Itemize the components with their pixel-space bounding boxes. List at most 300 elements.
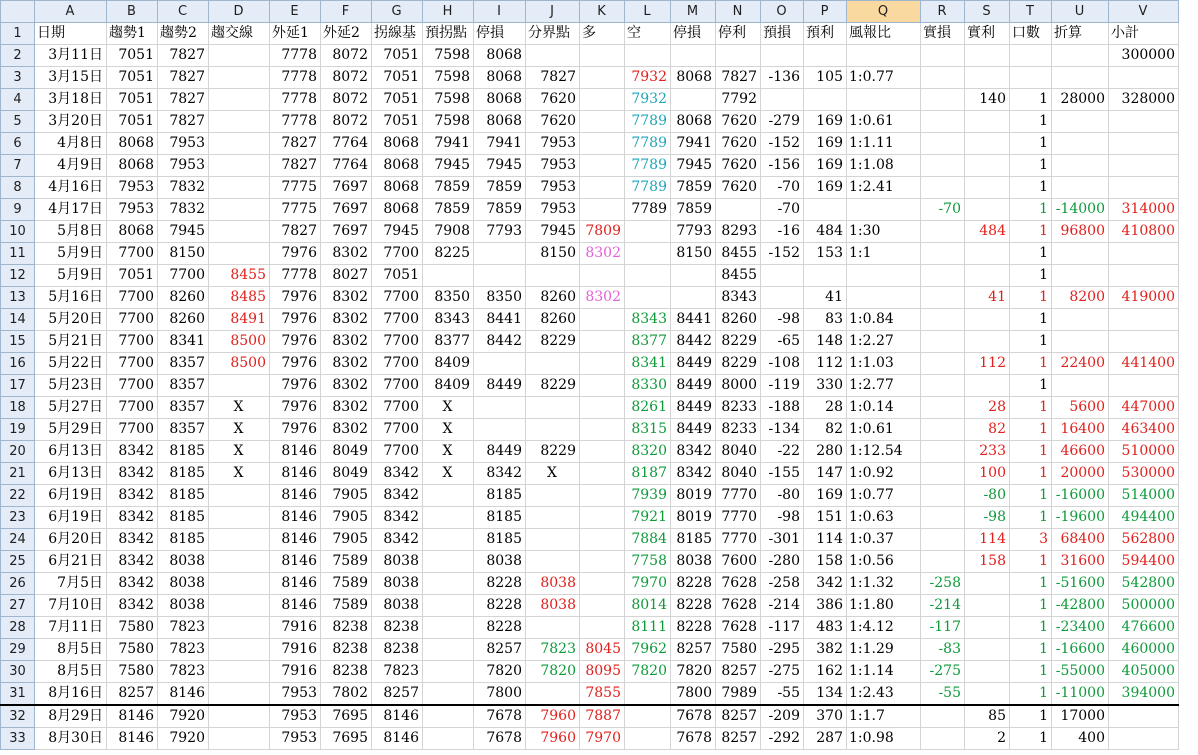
cell[interactable]: 7976 xyxy=(270,331,321,353)
cell[interactable]: 8302 xyxy=(321,353,372,375)
cell[interactable]: 7792 xyxy=(716,89,761,111)
cell[interactable]: 8095 xyxy=(580,661,625,683)
cell[interactable]: 1 xyxy=(1010,353,1052,375)
cell[interactable]: 8185 xyxy=(474,507,526,529)
cell[interactable]: 447000 xyxy=(1109,397,1179,419)
header-cell[interactable]: 停損 xyxy=(671,23,716,45)
row-header[interactable]: 23 xyxy=(1,507,35,529)
cell[interactable]: -14000 xyxy=(1052,199,1109,221)
cell[interactable]: 5月8日 xyxy=(35,221,107,243)
cell[interactable]: -98 xyxy=(965,507,1010,529)
cell[interactable] xyxy=(1109,243,1179,265)
cell[interactable]: 82 xyxy=(965,419,1010,441)
row-header[interactable]: 33 xyxy=(1,728,35,750)
cell[interactable]: 1 xyxy=(1010,133,1052,155)
cell[interactable]: 8350 xyxy=(423,287,474,309)
cell[interactable]: 7月11日 xyxy=(35,617,107,639)
cell[interactable]: 1:0.63 xyxy=(847,507,921,529)
header-cell[interactable]: 趨勢2 xyxy=(158,23,209,45)
cell[interactable] xyxy=(1052,45,1109,67)
cell[interactable]: 233 xyxy=(965,441,1010,463)
cell[interactable]: 8068 xyxy=(107,155,158,177)
cell[interactable]: 8342 xyxy=(107,595,158,617)
cell[interactable] xyxy=(965,617,1010,639)
cell[interactable] xyxy=(671,89,716,111)
cell[interactable]: 7700 xyxy=(107,309,158,331)
cell[interactable]: 8045 xyxy=(580,639,625,661)
cell[interactable] xyxy=(1010,45,1052,67)
cell[interactable] xyxy=(847,265,921,287)
cell[interactable]: 1:1.32 xyxy=(847,573,921,595)
cell[interactable]: 7628 xyxy=(716,573,761,595)
cell[interactable] xyxy=(921,507,965,529)
cell[interactable]: 8260 xyxy=(158,287,209,309)
cell[interactable]: 8330 xyxy=(625,375,671,397)
cell[interactable]: 7953 xyxy=(526,199,580,221)
cell[interactable]: 7764 xyxy=(321,155,372,177)
cell[interactable]: 7700 xyxy=(372,375,423,397)
cell[interactable]: 8228 xyxy=(474,595,526,617)
column-header-s[interactable]: S xyxy=(965,1,1010,23)
cell[interactable]: 7953 xyxy=(158,155,209,177)
cell[interactable]: 1:0.14 xyxy=(847,397,921,419)
cell[interactable]: 484 xyxy=(804,221,847,243)
cell[interactable] xyxy=(1052,331,1109,353)
cell[interactable]: 7827 xyxy=(270,133,321,155)
cell[interactable]: 8238 xyxy=(321,639,372,661)
cell[interactable]: 112 xyxy=(804,353,847,375)
cell[interactable]: 7697 xyxy=(321,199,372,221)
cell[interactable]: -155 xyxy=(761,463,804,485)
cell[interactable] xyxy=(921,419,965,441)
cell[interactable]: 114 xyxy=(965,529,1010,551)
cell[interactable]: 7620 xyxy=(716,111,761,133)
cell[interactable]: 7700 xyxy=(372,287,423,309)
header-cell[interactable]: 實損 xyxy=(921,23,965,45)
cell[interactable]: 8342 xyxy=(372,507,423,529)
cell[interactable]: 7945 xyxy=(671,155,716,177)
cell[interactable] xyxy=(423,683,474,706)
cell[interactable]: 8357 xyxy=(158,353,209,375)
cell[interactable]: 7827 xyxy=(526,67,580,89)
cell[interactable]: 8185 xyxy=(671,529,716,551)
cell[interactable] xyxy=(580,133,625,155)
cell[interactable]: 300000 xyxy=(1109,45,1179,67)
cell[interactable]: 7820 xyxy=(671,661,716,683)
cell[interactable] xyxy=(474,397,526,419)
cell[interactable]: -275 xyxy=(921,661,965,683)
cell[interactable]: 7960 xyxy=(526,705,580,728)
row-header[interactable]: 26 xyxy=(1,573,35,595)
cell[interactable] xyxy=(1109,728,1179,750)
cell[interactable] xyxy=(209,705,270,728)
cell[interactable]: 7859 xyxy=(423,199,474,221)
cell[interactable]: 1:0.98 xyxy=(847,728,921,750)
cell[interactable]: 8068 xyxy=(107,133,158,155)
cell[interactable]: 1 xyxy=(1010,331,1052,353)
cell[interactable]: 169 xyxy=(804,155,847,177)
cell[interactable]: 2 xyxy=(965,728,1010,750)
cell[interactable] xyxy=(761,89,804,111)
cell[interactable]: 8449 xyxy=(671,419,716,441)
cell[interactable]: 8343 xyxy=(625,309,671,331)
cell[interactable] xyxy=(209,45,270,67)
cell[interactable] xyxy=(921,375,965,397)
cell[interactable] xyxy=(965,375,1010,397)
cell[interactable]: 8068 xyxy=(474,111,526,133)
cell[interactable]: 8343 xyxy=(423,309,474,331)
cell[interactable]: 3月20日 xyxy=(35,111,107,133)
cell[interactable] xyxy=(580,353,625,375)
cell[interactable] xyxy=(423,573,474,595)
cell[interactable]: 7700 xyxy=(372,331,423,353)
cell[interactable]: 1:4.12 xyxy=(847,617,921,639)
cell[interactable] xyxy=(921,89,965,111)
cell[interactable]: X xyxy=(423,463,474,485)
cell[interactable]: 7953 xyxy=(158,133,209,155)
cell[interactable] xyxy=(1052,133,1109,155)
row-header[interactable]: 8 xyxy=(1,177,35,199)
cell[interactable]: 83 xyxy=(804,309,847,331)
cell[interactable]: 8185 xyxy=(158,529,209,551)
cell[interactable] xyxy=(965,111,1010,133)
cell[interactable]: 5600 xyxy=(1052,397,1109,419)
cell[interactable]: 8038 xyxy=(158,551,209,573)
cell[interactable]: 17000 xyxy=(1052,705,1109,728)
cell[interactable]: X xyxy=(209,419,270,441)
cell[interactable]: 8185 xyxy=(158,441,209,463)
cell[interactable] xyxy=(209,375,270,397)
cell[interactable] xyxy=(580,89,625,111)
header-cell[interactable]: 分界點 xyxy=(526,23,580,45)
cell[interactable] xyxy=(209,728,270,750)
row-header[interactable]: 9 xyxy=(1,199,35,221)
cell[interactable]: 8019 xyxy=(671,507,716,529)
cell[interactable]: 7051 xyxy=(372,89,423,111)
cell[interactable] xyxy=(1052,243,1109,265)
cell[interactable] xyxy=(965,265,1010,287)
cell[interactable]: 3月18日 xyxy=(35,89,107,111)
cell[interactable]: 7580 xyxy=(716,639,761,661)
cell[interactable]: 8260 xyxy=(716,309,761,331)
cell[interactable] xyxy=(1052,265,1109,287)
cell[interactable] xyxy=(209,661,270,683)
cell[interactable]: 7700 xyxy=(372,243,423,265)
cell[interactable]: 8342 xyxy=(372,463,423,485)
cell[interactable]: 1 xyxy=(1010,573,1052,595)
cell[interactable] xyxy=(921,705,965,728)
cell[interactable]: 7970 xyxy=(625,573,671,595)
cell[interactable] xyxy=(965,177,1010,199)
cell[interactable] xyxy=(625,45,671,67)
cell[interactable]: 169 xyxy=(804,177,847,199)
cell[interactable]: 68400 xyxy=(1052,529,1109,551)
cell[interactable]: 8040 xyxy=(716,441,761,463)
cell[interactable] xyxy=(474,353,526,375)
cell[interactable]: 7953 xyxy=(270,705,321,728)
cell[interactable] xyxy=(625,287,671,309)
cell[interactable]: 5月27日 xyxy=(35,397,107,419)
cell[interactable]: 7697 xyxy=(321,221,372,243)
cell[interactable]: 7789 xyxy=(625,111,671,133)
cell[interactable]: 7793 xyxy=(474,221,526,243)
cell[interactable]: 7700 xyxy=(158,265,209,287)
cell[interactable]: -70 xyxy=(761,199,804,221)
cell[interactable] xyxy=(580,45,625,67)
cell[interactable] xyxy=(1052,67,1109,89)
cell[interactable]: 5月20日 xyxy=(35,309,107,331)
cell[interactable]: 1 xyxy=(1010,177,1052,199)
column-header-n[interactable]: N xyxy=(716,1,761,23)
cell[interactable]: 7820 xyxy=(474,661,526,683)
row-header[interactable]: 28 xyxy=(1,617,35,639)
row-header[interactable]: 14 xyxy=(1,309,35,331)
cell[interactable]: 1 xyxy=(1010,639,1052,661)
cell[interactable]: 7932 xyxy=(625,67,671,89)
cell[interactable]: 405000 xyxy=(1109,661,1179,683)
cell[interactable] xyxy=(209,639,270,661)
cell[interactable]: 7916 xyxy=(270,639,321,661)
cell[interactable]: 8038 xyxy=(372,573,423,595)
cell[interactable]: 7775 xyxy=(270,177,321,199)
cell[interactable]: 7620 xyxy=(526,89,580,111)
cell[interactable]: 8377 xyxy=(625,331,671,353)
cell[interactable]: 8302 xyxy=(580,287,625,309)
cell[interactable]: 8072 xyxy=(321,67,372,89)
cell[interactable]: 7678 xyxy=(474,728,526,750)
cell[interactable] xyxy=(580,397,625,419)
cell[interactable]: 8月5日 xyxy=(35,661,107,683)
cell[interactable]: 7941 xyxy=(474,133,526,155)
cell[interactable] xyxy=(209,67,270,89)
cell[interactable]: 7580 xyxy=(107,639,158,661)
row-header[interactable]: 27 xyxy=(1,595,35,617)
column-header-m[interactable]: M xyxy=(671,1,716,23)
cell[interactable] xyxy=(965,67,1010,89)
cell[interactable]: 8491 xyxy=(209,309,270,331)
cell[interactable]: 441400 xyxy=(1109,353,1179,375)
cell[interactable] xyxy=(921,45,965,67)
cell[interactable]: 8455 xyxy=(716,243,761,265)
cell[interactable]: 8146 xyxy=(270,551,321,573)
cell[interactable] xyxy=(921,265,965,287)
cell[interactable] xyxy=(1052,375,1109,397)
cell[interactable] xyxy=(965,309,1010,331)
cell[interactable]: 8341 xyxy=(158,331,209,353)
cell[interactable]: 1:1.11 xyxy=(847,133,921,155)
cell[interactable]: 1 xyxy=(1010,705,1052,728)
header-cell[interactable]: 多 xyxy=(580,23,625,45)
cell[interactable]: 1:1.7 xyxy=(847,705,921,728)
cell[interactable]: 7945 xyxy=(423,155,474,177)
cell[interactable] xyxy=(580,507,625,529)
cell[interactable]: -98 xyxy=(761,309,804,331)
cell[interactable]: 5月29日 xyxy=(35,419,107,441)
cell[interactable]: 1:30 xyxy=(847,221,921,243)
cell[interactable]: 4月17日 xyxy=(35,199,107,221)
cell[interactable]: 7945 xyxy=(474,155,526,177)
cell[interactable]: 7953 xyxy=(270,728,321,750)
cell[interactable]: 8350 xyxy=(474,287,526,309)
cell[interactable]: 7905 xyxy=(321,507,372,529)
cell[interactable]: -55 xyxy=(761,683,804,706)
cell[interactable]: 8228 xyxy=(671,573,716,595)
cell[interactable] xyxy=(965,199,1010,221)
cell[interactable]: 8500 xyxy=(209,353,270,375)
cell[interactable]: 8238 xyxy=(321,661,372,683)
cell[interactable]: 280 xyxy=(804,441,847,463)
cell[interactable] xyxy=(209,529,270,551)
cell[interactable]: 1 xyxy=(1010,397,1052,419)
cell[interactable]: 7976 xyxy=(270,243,321,265)
cell[interactable] xyxy=(965,45,1010,67)
cell[interactable]: 31600 xyxy=(1052,551,1109,573)
cell[interactable] xyxy=(526,507,580,529)
cell[interactable]: 7953 xyxy=(526,133,580,155)
cell[interactable]: 7770 xyxy=(716,485,761,507)
header-cell[interactable]: 口數 xyxy=(1010,23,1052,45)
cell[interactable]: 8146 xyxy=(107,705,158,728)
cell[interactable]: 7859 xyxy=(474,199,526,221)
cell[interactable] xyxy=(847,199,921,221)
cell[interactable]: 8257 xyxy=(671,639,716,661)
cell[interactable] xyxy=(580,309,625,331)
cell[interactable] xyxy=(580,419,625,441)
cell[interactable]: 7953 xyxy=(270,683,321,706)
cell[interactable]: 8257 xyxy=(716,728,761,750)
column-header-e[interactable]: E xyxy=(270,1,321,23)
cell[interactable]: 6月21日 xyxy=(35,551,107,573)
cell[interactable]: 7859 xyxy=(474,177,526,199)
cell[interactable]: 8068 xyxy=(372,177,423,199)
cell[interactable] xyxy=(921,177,965,199)
cell[interactable]: 7700 xyxy=(107,287,158,309)
cell[interactable]: 8342 xyxy=(372,485,423,507)
row-header[interactable]: 11 xyxy=(1,243,35,265)
cell[interactable]: 370 xyxy=(804,705,847,728)
cell[interactable]: 8019 xyxy=(671,485,716,507)
cell[interactable] xyxy=(671,287,716,309)
cell[interactable] xyxy=(625,705,671,728)
cell[interactable]: 8257 xyxy=(107,683,158,706)
cell[interactable]: 8342 xyxy=(107,551,158,573)
cell[interactable]: 7976 xyxy=(270,353,321,375)
cell[interactable]: 7700 xyxy=(107,243,158,265)
column-header-i[interactable]: I xyxy=(474,1,526,23)
cell[interactable] xyxy=(921,221,965,243)
cell[interactable] xyxy=(209,133,270,155)
cell[interactable]: 8342 xyxy=(107,573,158,595)
cell[interactable]: 8357 xyxy=(158,419,209,441)
cell[interactable]: 7770 xyxy=(716,529,761,551)
cell[interactable]: 8146 xyxy=(372,705,423,728)
cell[interactable]: -98 xyxy=(761,507,804,529)
cell[interactable] xyxy=(209,683,270,706)
cell[interactable]: 463400 xyxy=(1109,419,1179,441)
cell[interactable]: 8261 xyxy=(625,397,671,419)
row-header[interactable]: 17 xyxy=(1,375,35,397)
cell[interactable]: 8233 xyxy=(716,419,761,441)
cell[interactable] xyxy=(921,441,965,463)
cell[interactable]: 7778 xyxy=(270,89,321,111)
cell[interactable]: 8185 xyxy=(474,529,526,551)
cell[interactable] xyxy=(526,265,580,287)
cell[interactable] xyxy=(526,45,580,67)
cell[interactable]: -80 xyxy=(761,485,804,507)
cell[interactable]: 8072 xyxy=(321,111,372,133)
cell[interactable]: 7700 xyxy=(372,353,423,375)
cell[interactable]: 6月19日 xyxy=(35,507,107,529)
cell[interactable]: 1 xyxy=(1010,661,1052,683)
cell[interactable]: 1:0.61 xyxy=(847,419,921,441)
cell[interactable]: 82 xyxy=(804,419,847,441)
cell[interactable] xyxy=(671,45,716,67)
cell[interactable]: 7789 xyxy=(625,133,671,155)
cell[interactable]: 530000 xyxy=(1109,463,1179,485)
header-cell[interactable]: 外延2 xyxy=(321,23,372,45)
row-header[interactable]: 29 xyxy=(1,639,35,661)
cell[interactable]: 8449 xyxy=(671,397,716,419)
select-all-corner[interactable] xyxy=(1,1,35,23)
cell[interactable] xyxy=(526,353,580,375)
cell[interactable] xyxy=(209,177,270,199)
cell[interactable]: -22 xyxy=(761,441,804,463)
cell[interactable]: 8068 xyxy=(372,133,423,155)
cell[interactable]: 8228 xyxy=(474,617,526,639)
cell[interactable]: 8049 xyxy=(321,441,372,463)
cell[interactable] xyxy=(921,397,965,419)
cell[interactable]: 7620 xyxy=(716,155,761,177)
cell[interactable]: 5月21日 xyxy=(35,331,107,353)
cell[interactable]: 8月16日 xyxy=(35,683,107,706)
cell[interactable] xyxy=(716,45,761,67)
cell[interactable]: 562800 xyxy=(1109,529,1179,551)
cell[interactable]: 7976 xyxy=(270,287,321,309)
cell[interactable]: 158 xyxy=(804,551,847,573)
cell[interactable]: 7823 xyxy=(526,639,580,661)
cell[interactable]: 7905 xyxy=(321,529,372,551)
cell[interactable]: 8442 xyxy=(474,331,526,353)
header-cell[interactable]: 外延1 xyxy=(270,23,321,45)
cell[interactable]: 7589 xyxy=(321,573,372,595)
cell[interactable]: -214 xyxy=(761,595,804,617)
cell[interactable]: 1:1 xyxy=(847,243,921,265)
cell[interactable]: -108 xyxy=(761,353,804,375)
cell[interactable]: 1 xyxy=(1010,89,1052,111)
cell[interactable]: 8341 xyxy=(625,353,671,375)
cell[interactable]: 287 xyxy=(804,728,847,750)
cell[interactable]: -188 xyxy=(761,397,804,419)
cell[interactable]: X xyxy=(209,397,270,419)
cell[interactable]: 153 xyxy=(804,243,847,265)
cell[interactable]: 7827 xyxy=(158,45,209,67)
cell[interactable]: 8357 xyxy=(158,375,209,397)
cell[interactable]: 8038 xyxy=(526,573,580,595)
cell[interactable]: 1 xyxy=(1010,199,1052,221)
cell[interactable]: -19600 xyxy=(1052,507,1109,529)
cell[interactable]: X xyxy=(209,441,270,463)
cell[interactable] xyxy=(423,529,474,551)
cell[interactable]: 8040 xyxy=(716,463,761,485)
row-header[interactable]: 1 xyxy=(1,23,35,45)
cell[interactable]: 594400 xyxy=(1109,551,1179,573)
row-header[interactable]: 18 xyxy=(1,397,35,419)
cell[interactable] xyxy=(1010,67,1052,89)
row-header[interactable]: 21 xyxy=(1,463,35,485)
cell[interactable]: 8068 xyxy=(474,67,526,89)
cell[interactable]: 8229 xyxy=(716,353,761,375)
column-header-o[interactable]: O xyxy=(761,1,804,23)
